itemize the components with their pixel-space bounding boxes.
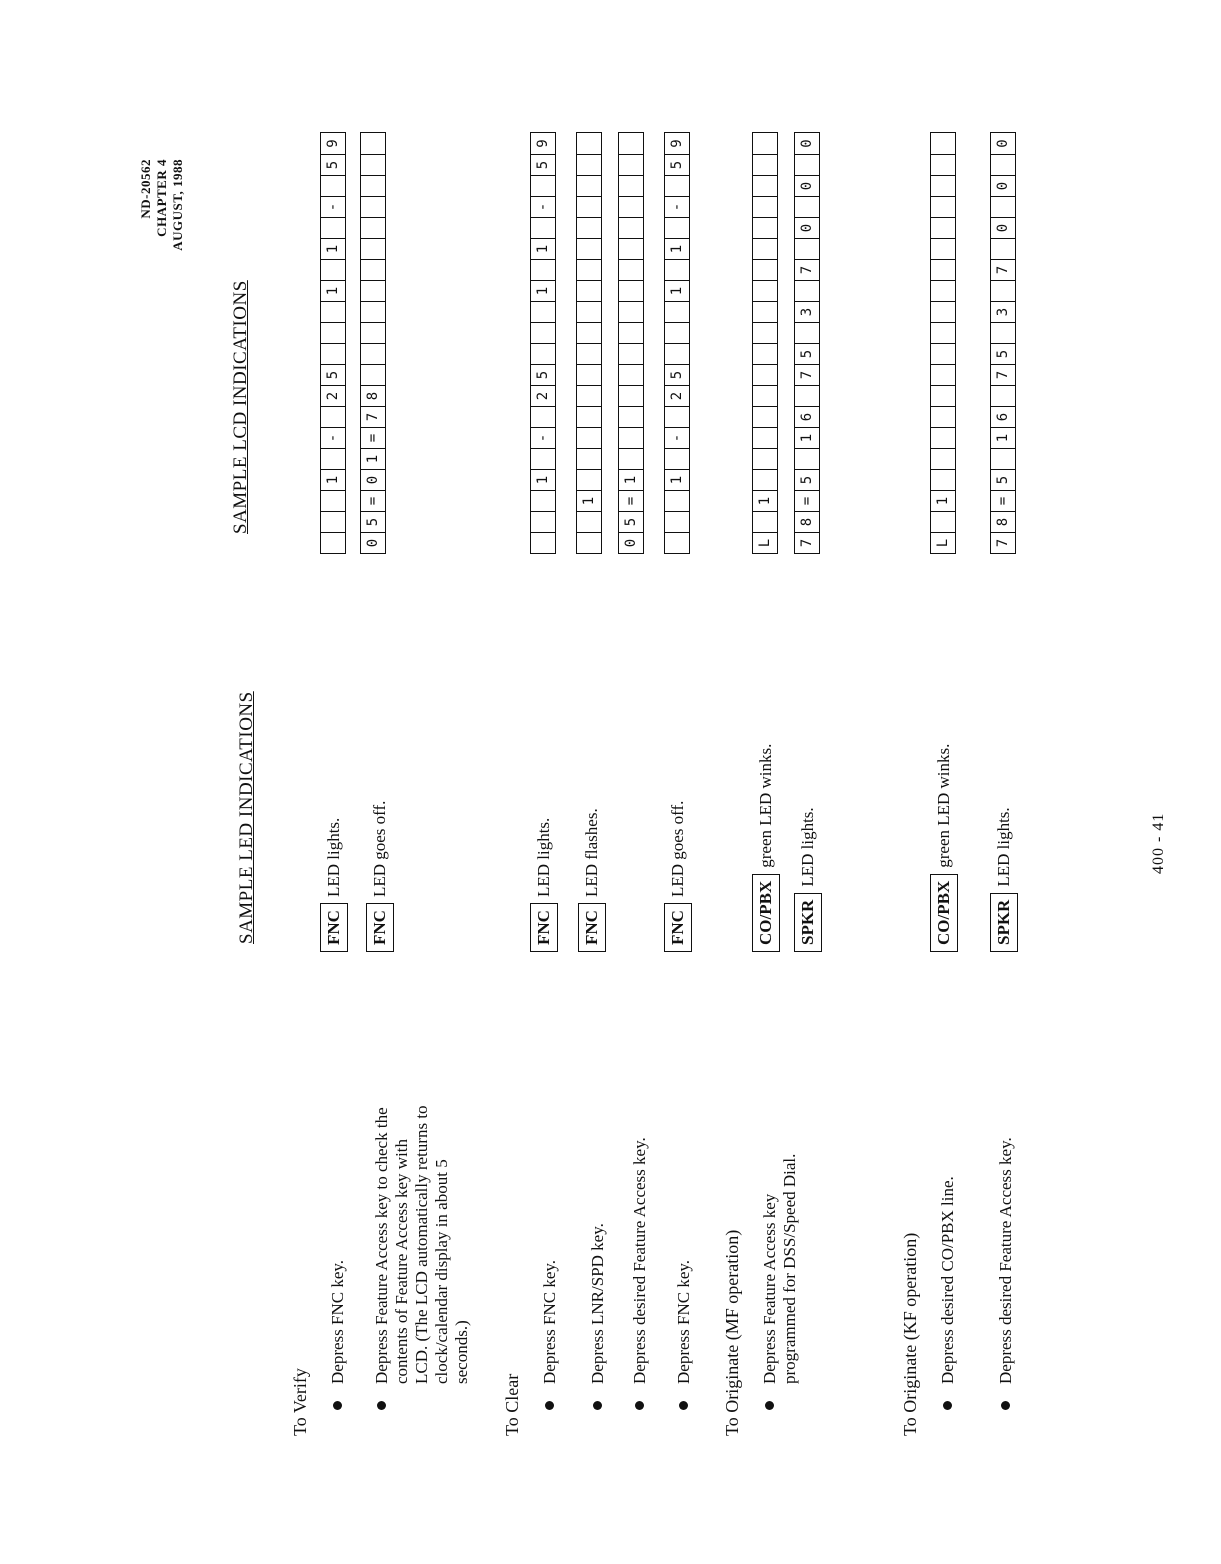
lcd-cell (531, 301, 555, 322)
lcd-cell: 1 (619, 469, 643, 490)
lcd-cell (665, 217, 689, 238)
co-pbx-key: CO/PBX (752, 874, 780, 952)
lcd-cell (753, 385, 777, 406)
lcd-display (576, 132, 602, 554)
lcd-cell (361, 196, 385, 217)
lcd-cell (665, 322, 689, 343)
lcd-cell: 0 (995, 139, 1011, 148)
section-title-verify: To Verify (290, 1368, 310, 1436)
lcd-cell (753, 154, 777, 175)
lcd-cell (931, 469, 955, 490)
header-block (138, 159, 186, 299)
lcd-cell (753, 259, 777, 280)
lcd-cell (795, 238, 819, 259)
clear-bullet-1: Depress FNC key. (540, 1260, 560, 1384)
clear-bullet-3: Depress desired Feature Access key. (630, 1137, 650, 1384)
lcd-cell (531, 259, 555, 280)
lcd-cell: 7 (795, 532, 819, 553)
fnc-key: FNC (664, 903, 692, 952)
lcd-cell (753, 511, 777, 532)
bullet-dot (377, 1401, 386, 1410)
fnc-key: FNC (530, 903, 558, 952)
lcd-cell: 3 (991, 301, 1015, 322)
mf-led-1: CO/PBXgreen LED winks. (752, 744, 780, 952)
lcd-cell (361, 238, 385, 259)
lcd-cell (931, 280, 955, 301)
lcd-cell: 1 (321, 238, 345, 259)
lcd-cell (577, 532, 601, 553)
lcd-cell (531, 217, 555, 238)
verify-bullet-2: Depress Feature Access key to check the contents of Feature Access key with LCD. (The LCD automatically returns to clock/calendar display in about 5 seconds.) (372, 1105, 472, 1384)
lcd-cell: - (321, 196, 345, 217)
fnc-key: FNC (578, 903, 606, 952)
lcd-cell (321, 532, 345, 553)
lcd-cell (991, 238, 1015, 259)
kf-led-1: CO/PBXgreen LED winks. (930, 744, 958, 952)
lcd-cell: 1 (665, 469, 689, 490)
lcd-cell (795, 280, 819, 301)
lcd-cell (795, 385, 819, 406)
lcd-cell (321, 301, 345, 322)
kf-led-2: SPKRLED lights. (990, 807, 1018, 952)
bullet-dot (635, 1401, 644, 1410)
lcd-display (664, 132, 690, 554)
lcd-cell: 2 (665, 385, 689, 406)
kf-bullet-2: Depress desired Feature Access key. (996, 1137, 1016, 1384)
lcd-cell: 2 (321, 385, 345, 406)
lcd-cell: = (795, 490, 819, 511)
bullet-dot (943, 1401, 952, 1410)
lcd-cell: 5 (665, 154, 689, 175)
page-number: 400 - 41 (1150, 812, 1167, 874)
clear-bullet-4: Depress FNC key. (674, 1260, 694, 1384)
co-pbx-key: CO/PBX (930, 874, 958, 952)
lcd-cell (753, 217, 777, 238)
lcd-cell (361, 259, 385, 280)
spkr-key: SPKR (794, 893, 822, 952)
lcd-cell: 5 (361, 511, 385, 532)
lcd-cell (321, 448, 345, 469)
kf-bullet-1: Depress desired CO/PBX line. (938, 1176, 958, 1384)
lcd-display (618, 132, 644, 554)
lcd-cell (795, 448, 819, 469)
lcd-cell (931, 343, 955, 364)
lcd-cell: 1 (665, 280, 689, 301)
lcd-cell (531, 490, 555, 511)
lcd-cell: 3 (795, 301, 819, 322)
lcd-cell (665, 406, 689, 427)
lcd-cell (619, 217, 643, 238)
lcd-cell (577, 406, 601, 427)
lcd-cell: 7 (795, 259, 819, 280)
lcd-cell (795, 196, 819, 217)
lcd-cell: 6 (795, 406, 819, 427)
lcd-cell: 5 (991, 469, 1015, 490)
lcd-cell (619, 364, 643, 385)
lcd-cell (931, 448, 955, 469)
lcd-cell (321, 175, 345, 196)
lcd-display (360, 132, 386, 554)
lcd-cell: 1 (321, 280, 345, 301)
led-heading: SAMPLE LED INDICATIONS (236, 691, 257, 944)
lcd-display (990, 132, 1016, 554)
lcd-cell (321, 259, 345, 280)
lcd-cell: - (321, 427, 345, 448)
lcd-cell (619, 280, 643, 301)
lcd-cell (753, 364, 777, 385)
lcd-cell: 1 (531, 238, 555, 259)
lcd-cell (361, 133, 385, 154)
lcd-cell (321, 490, 345, 511)
lcd-cell (665, 448, 689, 469)
lcd-cell (321, 406, 345, 427)
lcd-cell (991, 280, 1015, 301)
lcd-cell (991, 154, 1015, 175)
lcd-cell: 8 (361, 385, 385, 406)
lcd-cell: 0 (795, 217, 819, 238)
lcd-cell: 1 (577, 490, 601, 511)
lcd-cell: 0 (361, 532, 385, 553)
lcd-cell (619, 448, 643, 469)
lcd-cell (665, 301, 689, 322)
lcd-cell (931, 259, 955, 280)
lcd-cell (531, 511, 555, 532)
bullet-dot (679, 1401, 688, 1410)
lcd-cell: 9 (535, 139, 551, 148)
doc-id: ND-20562 (138, 159, 153, 219)
clear-led-1: FNCLED lights. (530, 818, 558, 952)
lcd-display (794, 132, 820, 554)
lcd-display (320, 132, 346, 554)
lcd-cell: 1 (361, 448, 385, 469)
lcd-cell: - (665, 196, 689, 217)
lcd-cell (753, 322, 777, 343)
lcd-cell: 5 (321, 154, 345, 175)
lcd-cell: = (619, 490, 643, 511)
bullet-dot (545, 1401, 554, 1410)
lcd-cell (619, 154, 643, 175)
lcd-cell: 8 (991, 511, 1015, 532)
lcd-display (530, 132, 556, 554)
lcd-cell (931, 364, 955, 385)
lcd-cell: - (665, 427, 689, 448)
lcd-cell (577, 343, 601, 364)
lcd-cell: 0 (619, 532, 643, 553)
bullet-dot (765, 1401, 774, 1410)
lcd-cell: L (931, 532, 955, 553)
chapter: CHAPTER 4 (154, 159, 169, 237)
verify-led-1: FNCLED lights. (320, 818, 348, 952)
lcd-cell (931, 175, 955, 196)
lcd-cell (531, 532, 555, 553)
lcd-cell (619, 175, 643, 196)
lcd-cell (577, 301, 601, 322)
lcd-cell (665, 511, 689, 532)
clear-bullet-2: Depress LNR/SPD key. (588, 1223, 608, 1384)
lcd-cell (665, 175, 689, 196)
lcd-cell (321, 322, 345, 343)
lcd-cell: = (991, 490, 1015, 511)
lcd-cell (619, 133, 643, 154)
lcd-cell (753, 133, 777, 154)
lcd-cell (795, 322, 819, 343)
verify-bullet-1: Depress FNC key. (328, 1260, 348, 1384)
lcd-cell: 1 (991, 427, 1015, 448)
lcd-cell (753, 196, 777, 217)
lcd-cell: 5 (531, 154, 555, 175)
lcd-cell (531, 448, 555, 469)
lcd-cell (577, 217, 601, 238)
lcd-cell (991, 448, 1015, 469)
lcd-cell: 1 (931, 490, 955, 511)
section-title-mf: To Originate (MF operation) (722, 1229, 742, 1436)
bullet-dot (333, 1401, 342, 1410)
lcd-cell (619, 238, 643, 259)
lcd-cell (991, 385, 1015, 406)
lcd-cell (619, 406, 643, 427)
lcd-cell: 0 (991, 217, 1015, 238)
lcd-heading: SAMPLE LCD INDICATIONS (230, 280, 251, 534)
lcd-cell: 5 (619, 511, 643, 532)
date: AUGUST, 1988 (170, 159, 185, 251)
lcd-cell (665, 490, 689, 511)
lcd-cell (321, 217, 345, 238)
lcd-cell: 1 (795, 427, 819, 448)
lcd-cell (619, 301, 643, 322)
lcd-cell: 1 (531, 469, 555, 490)
lcd-cell (619, 343, 643, 364)
lcd-cell (753, 469, 777, 490)
clear-led-4: FNCLED goes off. (664, 801, 692, 952)
lcd-cell (991, 322, 1015, 343)
fnc-key: FNC (320, 903, 348, 952)
lcd-cell (361, 154, 385, 175)
section-title-kf: To Originate (KF operation) (900, 1232, 920, 1436)
lcd-cell (619, 322, 643, 343)
lcd-cell (531, 406, 555, 427)
lcd-cell (931, 511, 955, 532)
lcd-cell (577, 133, 601, 154)
lcd-cell (619, 259, 643, 280)
lcd-cell (577, 448, 601, 469)
section-title-clear: To Clear (502, 1373, 522, 1436)
lcd-cell (619, 385, 643, 406)
lcd-cell (665, 343, 689, 364)
lcd-cell (577, 385, 601, 406)
fnc-key: FNC (366, 903, 394, 952)
lcd-cell (931, 406, 955, 427)
lcd-cell (753, 406, 777, 427)
lcd-cell (753, 343, 777, 364)
lcd-cell (753, 448, 777, 469)
lcd-cell (361, 343, 385, 364)
lcd-cell (577, 364, 601, 385)
lcd-cell (931, 196, 955, 217)
lcd-cell: 6 (991, 406, 1015, 427)
lcd-cell (531, 343, 555, 364)
lcd-cell: 1 (665, 238, 689, 259)
lcd-cell (753, 280, 777, 301)
lcd-cell: 9 (325, 139, 341, 148)
lcd-cell: 7 (795, 364, 819, 385)
bullet-dot (1001, 1401, 1010, 1410)
lcd-cell (577, 175, 601, 196)
lcd-cell: 9 (669, 139, 685, 148)
lcd-cell (931, 301, 955, 322)
lcd-cell (991, 196, 1015, 217)
lcd-cell: 0 (795, 175, 819, 196)
lcd-cell: 0 (361, 469, 385, 490)
lcd-cell (577, 154, 601, 175)
lcd-cell: 7 (991, 532, 1015, 553)
lcd-cell (753, 301, 777, 322)
lcd-cell (753, 175, 777, 196)
mf-led-2: SPKRLED lights. (794, 807, 822, 952)
lcd-cell (577, 238, 601, 259)
lcd-cell: L (753, 532, 777, 553)
clear-led-2: FNCLED flashes. (578, 808, 606, 952)
lcd-cell (931, 427, 955, 448)
lcd-cell (931, 217, 955, 238)
lcd-cell (577, 196, 601, 217)
lcd-cell (753, 427, 777, 448)
lcd-cell: = (361, 427, 385, 448)
lcd-cell (753, 238, 777, 259)
lcd-cell (361, 322, 385, 343)
lcd-cell (931, 238, 955, 259)
lcd-cell (531, 322, 555, 343)
lcd-cell (531, 175, 555, 196)
lcd-cell: = (361, 490, 385, 511)
lcd-cell: 5 (991, 343, 1015, 364)
lcd-cell (361, 280, 385, 301)
lcd-cell (931, 322, 955, 343)
lcd-cell: 5 (531, 364, 555, 385)
lcd-cell: 0 (991, 175, 1015, 196)
lcd-cell (321, 343, 345, 364)
lcd-cell: 1 (531, 280, 555, 301)
lcd-cell (321, 511, 345, 532)
lcd-cell: 7 (991, 364, 1015, 385)
lcd-cell (619, 196, 643, 217)
lcd-display (752, 132, 778, 554)
lcd-cell: 1 (753, 490, 777, 511)
lcd-cell: - (531, 196, 555, 217)
lcd-cell: 0 (799, 139, 815, 148)
lcd-cell (665, 259, 689, 280)
lcd-cell (361, 217, 385, 238)
lcd-cell (931, 154, 955, 175)
verify-led-2: FNCLED goes off. (366, 801, 394, 952)
lcd-cell (361, 301, 385, 322)
lcd-cell (577, 259, 601, 280)
lcd-cell: 7 (991, 259, 1015, 280)
lcd-cell: 5 (321, 364, 345, 385)
lcd-cell: 5 (795, 343, 819, 364)
bullet-dot (593, 1401, 602, 1410)
lcd-cell (361, 364, 385, 385)
lcd-cell (931, 385, 955, 406)
lcd-cell (577, 427, 601, 448)
lcd-cell: 8 (795, 511, 819, 532)
lcd-cell: 2 (531, 385, 555, 406)
lcd-cell (577, 469, 601, 490)
lcd-cell (665, 532, 689, 553)
lcd-cell: 7 (361, 406, 385, 427)
spkr-key: SPKR (990, 893, 1018, 952)
lcd-cell (361, 175, 385, 196)
lcd-cell: 5 (665, 364, 689, 385)
lcd-cell (931, 133, 955, 154)
lcd-cell (795, 154, 819, 175)
lcd-cell: - (531, 427, 555, 448)
lcd-cell: 5 (795, 469, 819, 490)
lcd-cell (577, 280, 601, 301)
mf-bullet-1: Depress Feature Access key programmed for DSS/Speed Dial. (760, 1154, 800, 1384)
lcd-display (930, 132, 956, 554)
lcd-cell: 1 (321, 469, 345, 490)
lcd-cell (577, 322, 601, 343)
lcd-cell (619, 427, 643, 448)
lcd-cell (577, 511, 601, 532)
